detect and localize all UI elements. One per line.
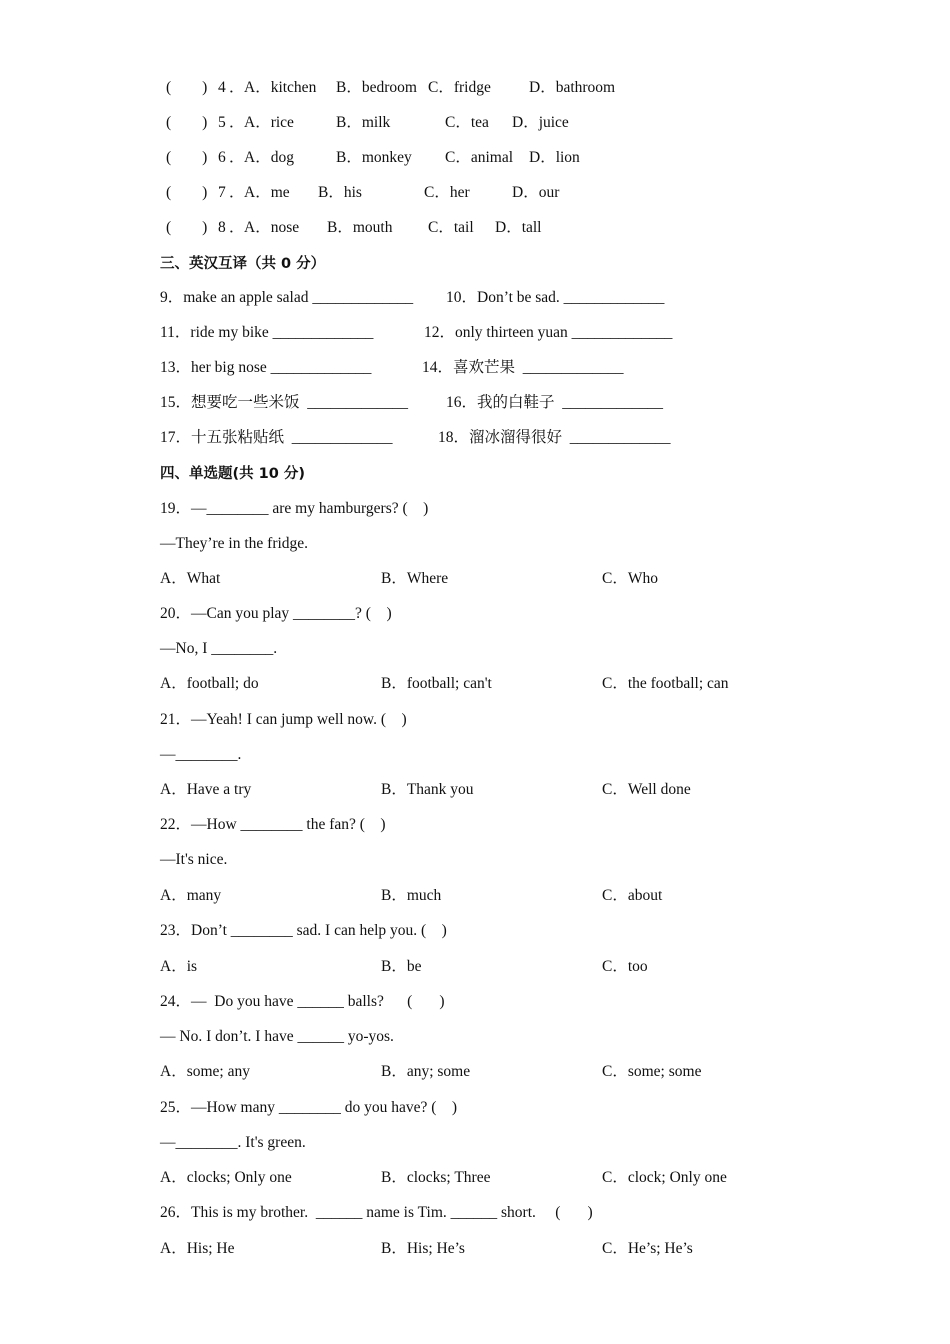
- option-a: A．dog: [244, 149, 294, 166]
- option-c: C．He’s; He’s: [602, 1240, 693, 1257]
- option-c: C．tea: [445, 114, 489, 131]
- translation-item: 11．ride my bike _____________: [160, 324, 374, 341]
- option-c: C．tail: [428, 219, 474, 236]
- answer-paren[interactable]: ( ): [166, 184, 208, 201]
- question-text: 21．—Yeah! I can jump well now. ( ): [160, 711, 407, 728]
- item-number: 6: [218, 149, 226, 166]
- translation-item: 17．十五张粘贴纸 _____________: [160, 429, 393, 446]
- answer-text: —It's nice.: [160, 851, 228, 868]
- option-c: C．about: [602, 887, 663, 904]
- answer-paren[interactable]: ( ): [166, 219, 208, 236]
- option-a: A．kitchen: [244, 79, 317, 96]
- option-b: B．His; He’s: [381, 1240, 465, 1257]
- option-c: C．some; some: [602, 1063, 702, 1080]
- option-a: A．some; any: [160, 1063, 250, 1080]
- section4-title: 四、单选题(共 10 分): [160, 466, 306, 482]
- question-text: 19．—________ are my hamburgers? ( ): [160, 500, 429, 517]
- translation-item: 12．only thirteen yuan _____________: [424, 324, 673, 341]
- option-b: B．football; can't: [381, 675, 492, 692]
- question-text: 23．Don’t ________ sad. I can help you. ( ): [160, 922, 447, 939]
- item-number: 8: [218, 219, 226, 236]
- option-a: A．clocks; Only one: [160, 1169, 292, 1186]
- answer-text: —________. It's green.: [160, 1134, 306, 1151]
- item-number: 5: [218, 114, 226, 131]
- section3-title: 三、英汉互译（共 0 分）: [160, 256, 326, 272]
- option-c: C．the football; can: [602, 675, 729, 692]
- option-c: C．fridge: [428, 79, 491, 96]
- option-a: A．His; He: [160, 1240, 235, 1257]
- option-a: A．nose: [244, 219, 300, 236]
- question-text: 24．— Do you have ______ balls? ( ): [160, 993, 445, 1010]
- option-a: A．football; do: [160, 675, 259, 692]
- item-number: 7: [218, 184, 226, 201]
- option-d: D．juice: [512, 114, 569, 131]
- option-a: A．What: [160, 570, 221, 587]
- answer-paren[interactable]: ( ): [166, 149, 208, 166]
- option-b: B．any; some: [381, 1063, 471, 1080]
- option-d: D．lion: [529, 149, 580, 166]
- option-a: A．Have a try: [160, 781, 252, 798]
- option-c: C．Well done: [602, 781, 691, 798]
- translation-item: 15．想要吃一些米饭 _____________: [160, 394, 409, 411]
- question-text: 22．—How ________ the fan? ( ): [160, 816, 386, 833]
- option-b: B．milk: [336, 114, 391, 131]
- question-text: 25．—How many ________ do you have? ( ): [160, 1099, 458, 1116]
- translation-item: 18．溜冰溜得很好 _____________: [438, 429, 671, 446]
- answer-text: — No. I don’t. I have ______ yo-yos.: [160, 1028, 394, 1045]
- option-d: D．bathroom: [529, 79, 616, 96]
- option-b: B．his: [318, 184, 362, 201]
- option-d: D．our: [512, 184, 560, 201]
- option-a: A．rice: [244, 114, 294, 131]
- option-d: D．tall: [495, 219, 542, 236]
- option-a: A．many: [160, 887, 222, 904]
- option-b: B．clocks; Three: [381, 1169, 491, 1186]
- option-b: B．Thank you: [381, 781, 474, 798]
- answer-text: —No, I ________.: [160, 640, 278, 657]
- translation-item: 13．her big nose _____________: [160, 359, 372, 376]
- option-a: A．me: [244, 184, 290, 201]
- option-c: C．Who: [602, 570, 658, 587]
- item-number: 4: [218, 79, 226, 96]
- answer-paren[interactable]: ( ): [166, 79, 208, 96]
- question-text: 20．—Can you play ________? ( ): [160, 605, 392, 622]
- translation-item: 10．Don’t be sad. _____________: [446, 289, 665, 306]
- option-c: C．her: [424, 184, 470, 201]
- option-b: B．mouth: [327, 219, 393, 236]
- option-b: B．Where: [381, 570, 449, 587]
- translation-item: 16．我的白鞋子 _____________: [446, 394, 664, 411]
- option-b: B．much: [381, 887, 442, 904]
- option-b: B．monkey: [336, 149, 412, 166]
- option-b: B．be: [381, 958, 422, 975]
- option-b: B．bedroom: [336, 79, 417, 96]
- translation-item: 14．喜欢芒果 _____________: [422, 359, 624, 376]
- answer-text: —They’re in the fridge.: [160, 535, 309, 552]
- option-c: C．clock; Only one: [602, 1169, 727, 1186]
- question-text: 26．This is my brother. ______ name is Tim. ______ short. ( ): [160, 1204, 593, 1221]
- option-a: A．is: [160, 958, 198, 975]
- answer-text: —________.: [160, 746, 242, 763]
- translation-item: 9．make an apple salad _____________: [160, 289, 414, 306]
- option-c: C．animal: [445, 149, 514, 166]
- answer-paren[interactable]: ( ): [166, 114, 208, 131]
- option-c: C．too: [602, 958, 648, 975]
